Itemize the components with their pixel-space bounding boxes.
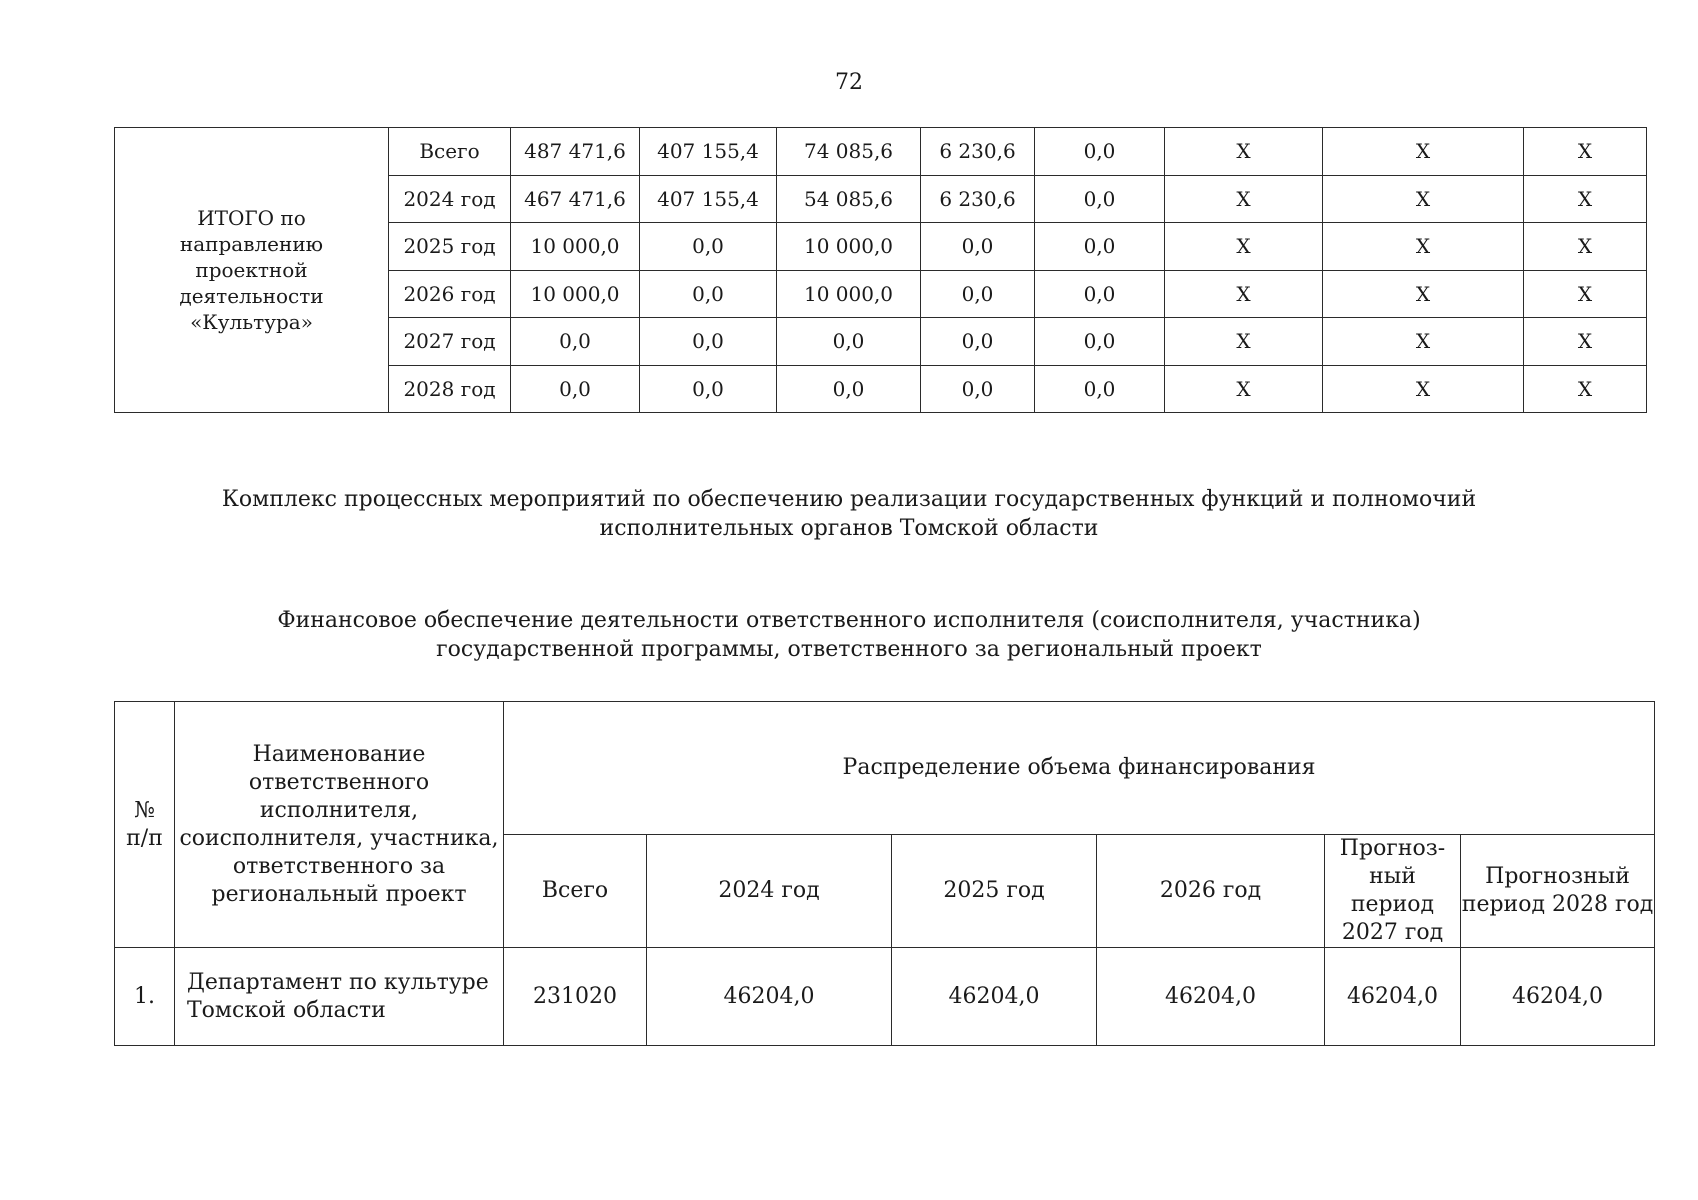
value-cell: 0,0 — [511, 365, 640, 413]
header-forecast-2027-line: 2027 год — [1341, 920, 1444, 945]
value-cell: X — [1323, 270, 1524, 318]
value-total: 231020 — [504, 948, 647, 1046]
value-cell: 0,0 — [921, 365, 1035, 413]
table-caption-line: государственной программы, ответственного за региональный проект — [436, 637, 1262, 662]
period-cell: 2026 год — [389, 270, 511, 318]
value-cell: 0,0 — [511, 318, 640, 366]
value-cell: 407 155,4 — [640, 175, 777, 223]
page-number: 72 — [835, 70, 863, 95]
value-cell: 0,0 — [640, 270, 777, 318]
header-number-line: п/п — [126, 825, 163, 851]
header-number-line: № — [134, 797, 155, 823]
value-cell: X — [1165, 175, 1323, 223]
header-executor-name — [175, 702, 504, 948]
table-caption — [0, 606, 1698, 664]
value-cell: X — [1524, 175, 1647, 223]
value-2027: 46204,0 — [1325, 948, 1461, 1046]
value-cell: 0,0 — [640, 365, 777, 413]
value-2026: 46204,0 — [1097, 948, 1325, 1046]
section-heading-line: исполнительных органов Томской области — [599, 516, 1099, 541]
department-name-line: Департамент по культуре — [187, 969, 489, 995]
header-forecast-2028 — [1461, 835, 1655, 948]
value-cell: X — [1323, 175, 1524, 223]
value-cell: X — [1165, 223, 1323, 271]
header-2026: 2026 год — [1097, 835, 1325, 948]
value-cell: X — [1323, 128, 1524, 176]
value-cell: X — [1524, 318, 1647, 366]
value-cell: 0,0 — [1035, 318, 1165, 366]
header-2025: 2025 год — [892, 835, 1097, 948]
value-cell: 0,0 — [640, 318, 777, 366]
header-number — [115, 702, 175, 948]
header-executor-line: соисполнителя, участника, — [179, 825, 499, 851]
value-cell: 0,0 — [921, 318, 1035, 366]
period-cell: Всего — [389, 128, 511, 176]
value-cell: 0,0 — [1035, 365, 1165, 413]
header-forecast-2027-line: Прогноз- — [1339, 836, 1446, 861]
value-cell: X — [1524, 270, 1647, 318]
header-forecast-2027-line: ный — [1369, 864, 1416, 889]
period-cell: 2027 год — [389, 318, 511, 366]
header-executor-line: Наименование — [252, 741, 426, 767]
value-cell: X — [1165, 270, 1323, 318]
value-cell: X — [1524, 365, 1647, 413]
value-cell: 0,0 — [1035, 223, 1165, 271]
value-cell: 0,0 — [1035, 128, 1165, 176]
header-executor-line: региональный проект — [211, 881, 467, 907]
value-cell: 487 471,6 — [511, 128, 640, 176]
value-2025: 46204,0 — [892, 948, 1097, 1046]
header-forecast-2028-line: Прогнозный — [1485, 864, 1630, 889]
header-forecast-2028-line: период 2028 год — [1461, 892, 1654, 917]
row-number: 1. — [115, 948, 175, 1046]
value-cell: 6 230,6 — [921, 175, 1035, 223]
value-cell: 10 000,0 — [777, 223, 921, 271]
department-name — [175, 948, 504, 1046]
header-executor-line: ответственного за — [232, 853, 446, 879]
value-cell: X — [1524, 223, 1647, 271]
department-name-line: Томской области — [187, 997, 386, 1023]
value-2024: 46204,0 — [647, 948, 892, 1046]
value-cell: X — [1165, 318, 1323, 366]
value-2028: 46204,0 — [1461, 948, 1655, 1046]
table-caption-line: Финансовое обеспечение деятельности ответственного исполнителя (соисполнителя, участника) — [277, 608, 1421, 633]
totals-body — [115, 128, 1647, 413]
value-cell: X — [1165, 365, 1323, 413]
value-cell: 10 000,0 — [511, 270, 640, 318]
value-cell: 74 085,6 — [777, 128, 921, 176]
value-cell: 6 230,6 — [921, 128, 1035, 176]
value-cell: X — [1323, 365, 1524, 413]
value-cell: 54 085,6 — [777, 175, 921, 223]
value-cell: 0,0 — [777, 318, 921, 366]
row-label — [115, 128, 389, 413]
value-cell: 467 471,6 — [511, 175, 640, 223]
value-cell: X — [1323, 318, 1524, 366]
table-row — [115, 128, 1647, 176]
period-cell: 2025 год — [389, 223, 511, 271]
period-cell: 2028 год — [389, 365, 511, 413]
value-cell: X — [1165, 128, 1323, 176]
value-cell: 0,0 — [921, 223, 1035, 271]
table-row — [115, 948, 1655, 1046]
value-cell: 0,0 — [1035, 270, 1165, 318]
value-cell: 10 000,0 — [511, 223, 640, 271]
header-total: Всего — [504, 835, 647, 948]
value-cell: X — [1524, 128, 1647, 176]
header-distribution: Распределение объема финансирования — [504, 702, 1655, 835]
totals-table — [114, 127, 1647, 413]
value-cell: 0,0 — [1035, 175, 1165, 223]
header-executor-line: ответственного исполнителя, — [248, 769, 430, 823]
section-heading-line: Комплекс процессных мероприятий по обеспечению реализации государственных функций и полномочий — [221, 487, 1477, 512]
row-label-line: «Культура» — [190, 310, 313, 334]
header-2024: 2024 год — [647, 835, 892, 948]
value-cell: 0,0 — [640, 223, 777, 271]
value-cell: X — [1323, 223, 1524, 271]
header-forecast-2027-line: период — [1350, 892, 1435, 917]
financing-table — [114, 701, 1655, 1046]
section-heading — [0, 485, 1698, 543]
value-cell: 0,0 — [921, 270, 1035, 318]
row-label-line: проектной деятельности — [179, 258, 324, 308]
row-label-line: ИТОГО по направлению — [179, 206, 324, 256]
header-forecast-2027 — [1325, 835, 1461, 948]
period-cell: 2024 год — [389, 175, 511, 223]
value-cell: 407 155,4 — [640, 128, 777, 176]
value-cell: 0,0 — [777, 365, 921, 413]
value-cell: 10 000,0 — [777, 270, 921, 318]
